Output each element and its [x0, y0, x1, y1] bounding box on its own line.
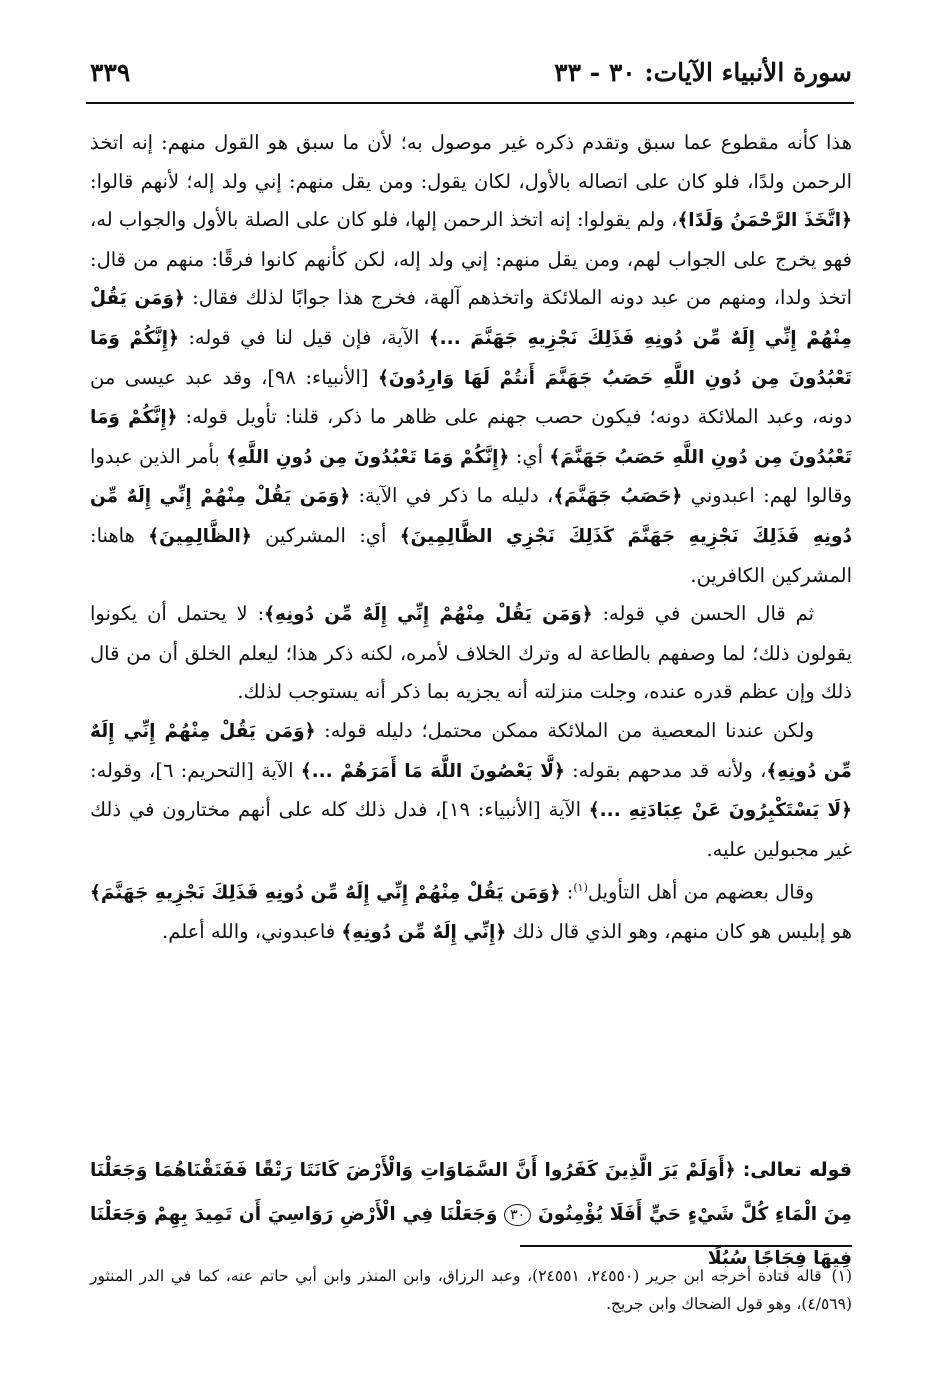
- text-run: :: [560, 880, 574, 904]
- text-run: ، ولأنه قد مدحهم بقوله:: [564, 758, 767, 782]
- quran-quote: ﴿وَمَن يَقُلْ مِنْهُمْ إِنِّي إِلَهٌ مِّن دُونِهِ فَذَلِكَ نَجْزِيهِ جَهَنَّمَ كَذَلِكَ نَجْزِي الظَّالِمِينَ﴾: [90, 486, 852, 547]
- quran-quote: ﴿اتَّخَذَ الرَّحْمَنُ وَلَدًا﴾: [677, 210, 852, 232]
- quran-quote: ﴿إِنَّكُمْ وَمَا تَعْبُدُونَ مِن دُونِ اللَّهِ حَصَبُ جَهَنَّمَ﴾: [90, 407, 852, 468]
- text-run: هاهنا: المشركين الكافرين.: [90, 523, 852, 587]
- text-run: الآية [التحريم: ٦]، وقوله:: [90, 758, 301, 782]
- quran-quote: ﴿وَمَن يَقُلْ مِنْهُمْ إِنِّي إِلَهٌ مِّن دُونِهِ﴾: [264, 604, 593, 626]
- quran-quote: ﴿حَصَبُ جَهَنَّمَ﴾: [553, 486, 683, 508]
- quran-quote: ﴿لَا يَسْتَكْبِرُونَ عَنْ عِبَادَتِهِ ...﴾: [588, 800, 852, 822]
- text-run: الآية [الأنبياء: ١٩]، فدل ذلك كله على أنهم مختارون في ذلك غير مجبولين عليه.: [90, 798, 852, 861]
- footnote-divider: [520, 1245, 852, 1247]
- text-run: الآية، فإن قيل لنا في قوله:: [178, 325, 429, 349]
- text-run: ، دليله ما ذكر في الآية:: [350, 484, 554, 508]
- text-run: فاعبدوني، والله أعلم.: [162, 920, 342, 944]
- quran-quote: ﴿وَمَن يَقُلْ مِنْهُمْ إِنِّي إِلَهٌ مِّن دُونِهِ فَذَلِكَ نَجْزِيهِ جَهَنَّمَ﴾: [90, 882, 561, 904]
- text-run: هو إبليس هو كان منهم، وهو الذي قال ذلك: [506, 920, 852, 944]
- verse-heading: [90, 1148, 852, 1280]
- text-run: ثم قال الحسن في قوله:: [592, 602, 815, 626]
- footnote-text: قاله قتادة أخرجه ابن جرير (٢٤٥٥٠، ٢٤٥٥١)، وعبد الرزاق، وابن المنذر وابن أبي حاتم عنه، كما في الدر المنثور (٤/٥٦٩)، وهو قول الضحاك وابن جريج.: [90, 1267, 852, 1313]
- text-run: : لا يحتمل أن يكونوا يقولون ذلك؛ لما وصفهم بالطاعة له وترك الخلاف لأمره، لكنه ذكر هذا؛ ليعلم الخلق أن من قال ذلك وإن عظم قدره عنده، وجلت منزلته أنه يجزيه بما ذكر أنه يستوجب لذلك.: [90, 602, 852, 704]
- verse-text: ﴿أَوَلَمْ يَرَ الَّذِينَ كَفَرُوا أَنَّ السَّمَاوَاتِ وَالْأَرْضَ كَانَتَا رَتْقًا فَفَتَقْنَاهُمَا وَجَعَلْنَا مِنَ الْمَاءِ كُلَّ شَيْءٍ حَيٍّ أَفَلَا يُؤْمِنُونَ: [90, 1160, 852, 1225]
- text-run: بأمر الذين عبدوا وقالوا لهم: اعبدوني: [90, 444, 852, 508]
- running-title: سورة الأنبياء الآيات: ٣٠ - ٣٣: [554, 58, 852, 87]
- verse-label: قوله تعالى:: [742, 1159, 852, 1181]
- footnote-number: (١): [831, 1267, 852, 1285]
- footnote-reference[interactable]: (١): [573, 881, 588, 895]
- quran-quote: ﴿وَمَن يَقُلْ مِنْهُمْ إِنِّي إِلَهٌ مِّن دُونِهِ فَذَلِكَ نَجْزِيهِ جَهَنَّمَ ...﴾: [90, 288, 852, 349]
- text-run: هذا كأنه مقطوع عما سبق وتقدم ذكره غير موصول به؛ لأن ما سبق هو القول منهم: إنه اتخذ الرحمن ولدًا، فلو كان على اتصاله بالأول، لكان يقول: ومن يقل منهم: إني ولد إله؛ لأنهم قالوا:: [90, 131, 852, 193]
- footnotes: [90, 1262, 852, 1318]
- paragraph-1: [90, 124, 852, 595]
- paragraph-2: [90, 595, 852, 712]
- quran-quote: ﴿وَمَن يَقُلْ مِنْهُمْ إِنِّي إِلَهٌ مِّن دُونِهِ﴾: [90, 720, 852, 782]
- header-divider: [86, 102, 854, 104]
- quran-quote: ﴿إِنِّي إِلَهٌ مِّن دُونِهِ﴾: [341, 922, 507, 944]
- quran-quote: ﴿إِنَّكُمْ وَمَا تَعْبُدُونَ مِن دُونِ اللَّهِ﴾: [226, 446, 510, 468]
- ayah-number-marker: ٣٠: [504, 1204, 531, 1226]
- text-run: وقال بعضهم من أهل التأويل: [587, 880, 814, 904]
- main-text: [90, 124, 852, 953]
- page-number: ٣٣٩: [90, 58, 131, 87]
- quran-quote: ﴿إِنَّكُمْ وَمَا تَعْبُدُونَ مِن دُونِ اللَّهِ حَصَبُ جَهَنَّمَ أَنتُمْ لَهَا وَارِدُونَ﴾: [90, 327, 852, 389]
- quran-quote: ﴿الظَّالِمِينَ﴾: [148, 525, 252, 547]
- text-run: ولكن عندنا المعصية من الملائكة ممكن محتمل؛ دليله قوله:: [315, 718, 815, 742]
- verse-text: وَجَعَلْنَا فِي الْأَرْضِ رَوَاسِيَ أَن تَمِيدَ بِهِمْ وَجَعَلْنَا فِيهَا فِجَاجًا سُبُلًا: [90, 1204, 852, 1269]
- page-header: [90, 58, 852, 98]
- quran-quote: ﴿لَّا يَعْصُونَ اللَّهَ مَا أَمَرَهُمْ ...﴾: [300, 760, 565, 782]
- footnote-1: [90, 1262, 852, 1318]
- paragraph-4: [90, 869, 852, 953]
- text-run: ، ولم يقولوا: إنه اتخذ الرحمن إلها، فلو كان على الصلة بالأول والجواب له، فهو يخرج على الجواب لهم، ومن يقل منهم: إني ولد إله، لكن كأنهم كانوا فرقًا: منهم من قال: اتخذ ولدا، ومنهم من عبد دونه الملائكة واتخذهم آلهة، فخرج هذا جوابًا لذلك فقال:: [90, 208, 853, 310]
- text-run: أي:: [509, 444, 550, 468]
- text-run: أي: المشركين: [251, 523, 400, 547]
- text-run: [الأنبياء: ٩٨]، وقد عبد عيسى من دونه، وعبد الملائكة دونه؛ فيكون حصب جهنم على ظاهر ما ذكر، قلنا: تأويل قوله:: [90, 365, 853, 429]
- paragraph-3: [90, 712, 852, 869]
